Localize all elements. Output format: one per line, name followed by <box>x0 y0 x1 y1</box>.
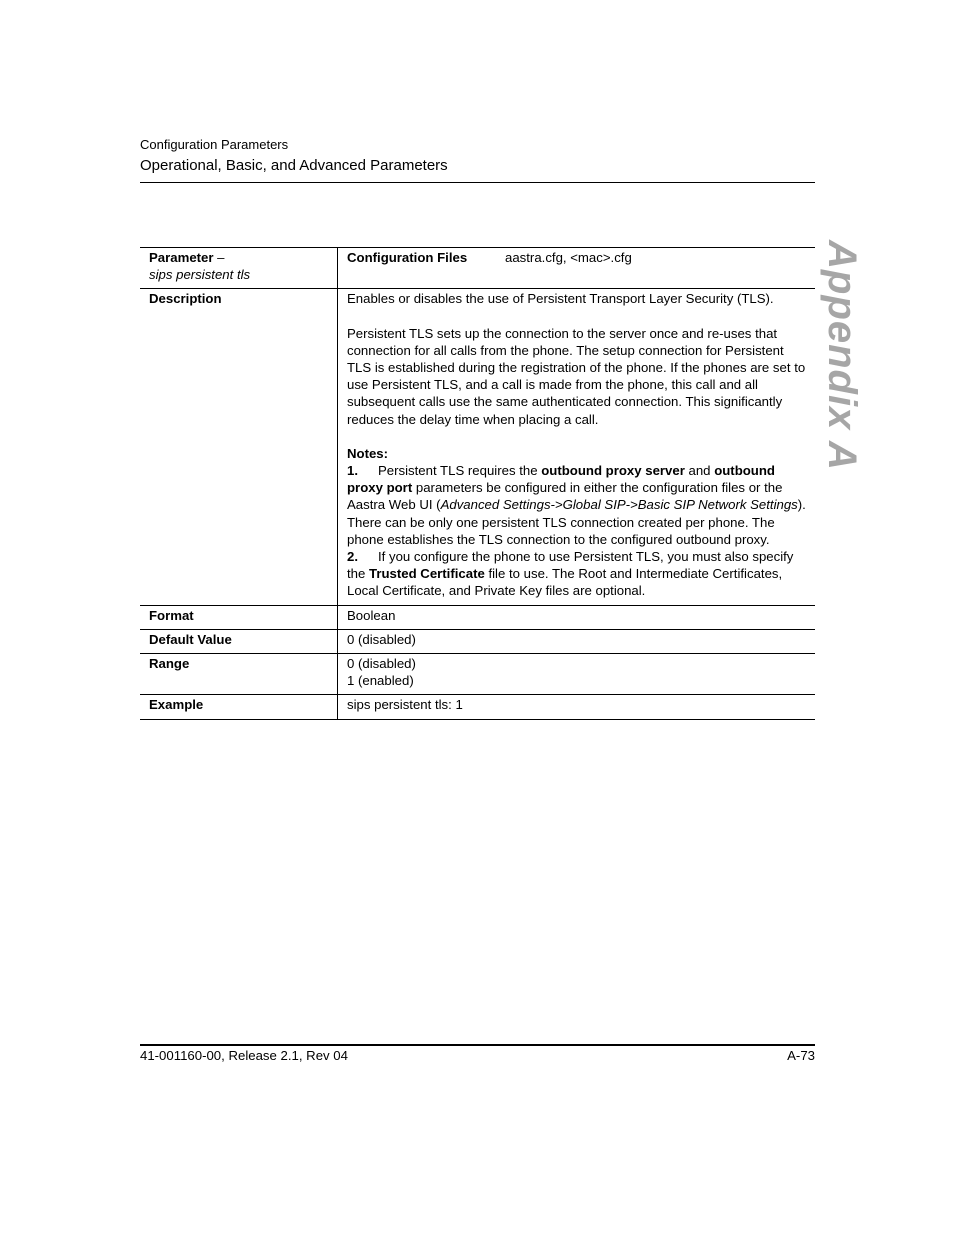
note-1-number: 1. <box>347 463 358 479</box>
config-files-cell <box>338 248 816 289</box>
table-row-range <box>140 654 815 695</box>
table-row-parameter <box>140 248 815 289</box>
format-value: Boolean <box>338 605 816 629</box>
parameter-name: sips persistent tls <box>149 267 251 283</box>
notes-heading: Notes: <box>347 445 389 461</box>
config-files-value: aastra.cfg, <mac>.cfg <box>505 250 632 265</box>
config-files-label: Configuration Files <box>347 250 468 265</box>
note-item-1: 1. Persistent TLS requires the outbound proxy server and outbound proxy port parameters be configured in either the configuration files or the Aastra Web UI (Advanced Settings->Global SIP->Basic SIP Network Settings). There can be only one persistent TLS connection created per phone. The phone establishes the TLS connection to the configured outbound proxy. <box>347 463 806 547</box>
format-label: Format <box>140 605 338 629</box>
table-row-format <box>140 605 815 629</box>
header-rule <box>140 182 815 183</box>
running-header-section: Configuration Parameters <box>140 137 289 152</box>
range-value-2: 1 (enabled) <box>347 673 414 689</box>
table-row-description <box>140 289 815 605</box>
parameter-label: Parameter <box>149 250 214 265</box>
range-cell <box>338 654 816 695</box>
table-row-default-value <box>140 629 815 653</box>
description-paragraph-1: Enables or disables the use of Persistent Transport Layer Security (TLS). <box>347 291 774 307</box>
description-label: Description <box>140 289 338 605</box>
footer-page-number: A-73 <box>787 1048 815 1063</box>
range-label: Range <box>140 654 338 695</box>
default-value: 0 (disabled) <box>338 629 816 653</box>
note-item-2: 2. If you configure the phone to use Persistent TLS, you must also specify the Trusted Certificate file to use. The Root and Intermediate Certificates, Local Certificate, and Private Key files are optional. <box>347 549 794 599</box>
example-label: Example <box>140 695 338 719</box>
range-value-1: 0 (disabled) <box>347 656 416 672</box>
example-value: sips persistent tls: 1 <box>338 695 816 719</box>
parameter-table <box>140 247 815 720</box>
table-row-example <box>140 695 815 719</box>
default-value-label: Default Value <box>140 629 338 653</box>
parameter-dash: – <box>213 250 225 265</box>
footer-doc-id: 41-001160-00, Release 2.1, Rev 04 <box>140 1048 348 1063</box>
note-2-number: 2. <box>347 549 358 565</box>
appendix-side-tab-label: Appendix A <box>819 239 864 471</box>
description-paragraph-2: Persistent TLS sets up the connection to the server once and re-uses that connection for all calls from the phone. The setup connection for Persistent TLS is established during the registration of the phone. If the phones are set to use Persistent TLS, and a call is made from the phone, this call and all subsequent calls use the same authenticated connection. This significantly reduces the delay time when placing a call. <box>347 325 806 427</box>
appendix-side-tab <box>816 239 866 471</box>
running-header-subsection: Operational, Basic, and Advanced Parameters <box>140 157 448 174</box>
footer-rule <box>140 1044 815 1046</box>
parameter-label-cell <box>140 248 338 289</box>
description-cell <box>338 289 816 605</box>
